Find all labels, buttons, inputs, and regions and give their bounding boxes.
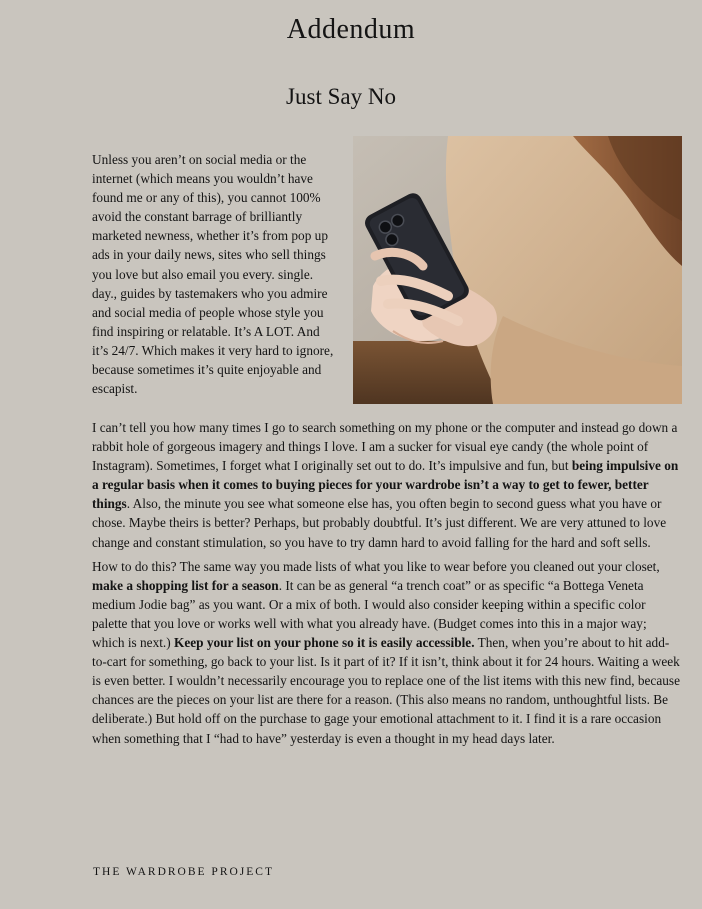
emphasis-text: Keep your list on your phone so it is easily accessible. (173, 635, 475, 651)
page-title: Addendum (286, 14, 416, 45)
paragraph-3 (92, 557, 682, 748)
body-text: . It can be as general “a trench coat” or as specific “a Bottega Veneta medium Jodie bag” as you want. Or a mix of both. I would also consider keeping within a specific color palette that you love or works well with what you already have. (Budget comes into this in a major way; which is next.) (92, 577, 647, 651)
paragraph-2 (92, 418, 682, 552)
body-text: Unless you aren’t on social media or the internet (which means you wouldn’t have found me or any of this), you cannot 100% avoid the constant barrage of brilliantly marketed newness, whether it’s from pop up ads in your daily news, sites who sell things you love but also email you every. single. day., guides by tastemakers who you admire and social media of people whose style you find inspiring or relatable. It’s A LOT. And it’s 24/7. Which makes it very hard to ignore, because sometimes it’s quite enjoyable and escapist. (92, 152, 334, 397)
footer-brand: THE WARDROBE PROJECT (93, 866, 274, 878)
article-body (92, 136, 682, 753)
body-text: Then, when you’re about to hit add-to-cart for something, go back to your list. Is it part of it? If it isn’t, think about it for 24 hours. Waiting a week is even better. I wouldn’t necessarily encourage you to replace one of the list items with this new find, because chances are the pieces on your list are there for a reason. (This also means no random, unthoughtful lists. Be deliberate.) But hold off on the purchase to gage your emotional attachment to it. I find it is a rare occasion when something that I “had to have” yesterday is even a thought in my head days later. (92, 635, 680, 746)
body-text: How to do this? The same way you made lists of what you like to wear before you cleaned out your closet, (92, 558, 660, 574)
photo-woman-with-phone (353, 136, 682, 404)
body-text: I can’t tell you how many times I go to search something on my phone or the computer and instead go down a rabbit hole of gorgeous imagery and things I love. I am a sucker for visual eye candy (the whole point of Instagram). Sometimes, I forget what I originally set out to do. It’s impulsive and fun, but (92, 420, 678, 474)
emphasis-text: make a shopping list for a season (92, 577, 279, 593)
section-title: Just Say No (286, 84, 396, 109)
emphasis-text: being impulsive on a regular basis when it comes to buying pieces for your wardrobe isn’t a way to get to fewer, better things (92, 458, 679, 512)
body-text: . Also, the minute you see what someone else has, you often begin to second guess what you have or chose. Maybe theirs is better? Perhaps, but probably doubtful. It’s just different. We are very attuned to love change and constant stimulation, so you have to try damn hard to avoid falling for the hard and soft sells. (92, 496, 667, 550)
